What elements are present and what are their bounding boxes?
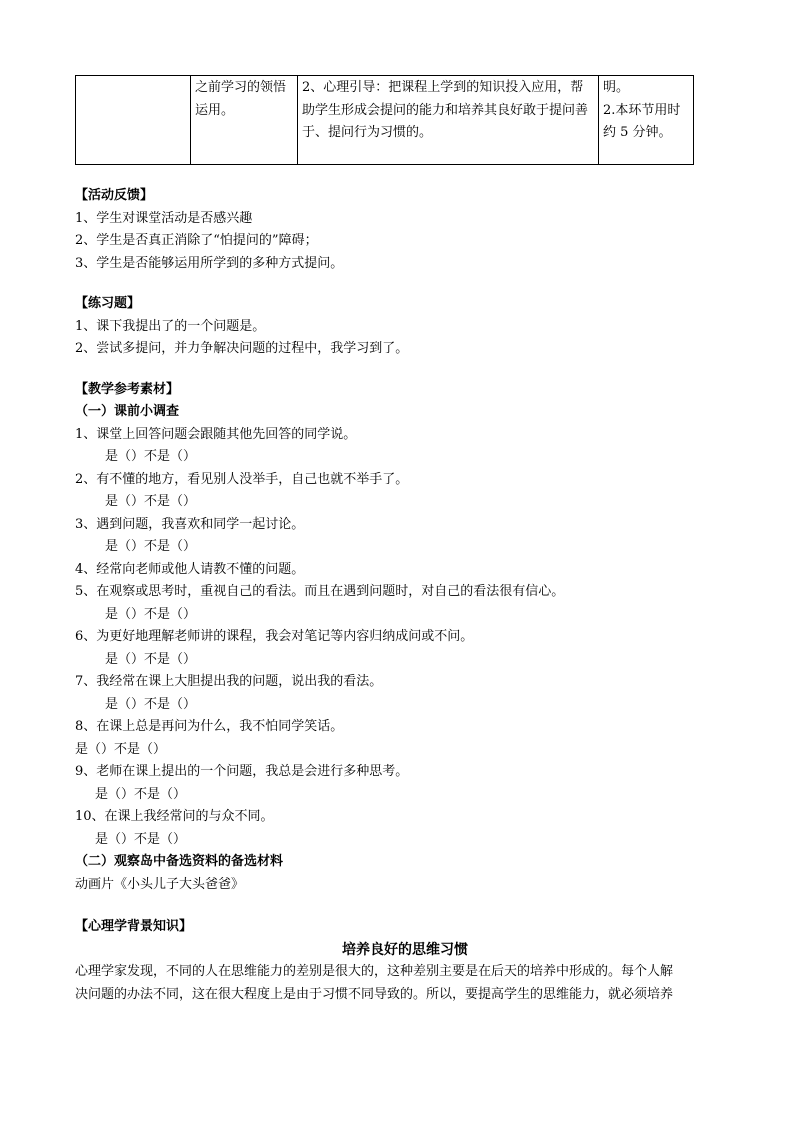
survey-question: 4、经常向老师或他人请教不懂的问题。	[75, 561, 305, 577]
survey-answer: 是（）不是（）	[95, 831, 187, 847]
list-item: 3、学生是否能够运用所学到的多种方式提问。	[75, 255, 344, 271]
survey-question: 7、我经常在课上大胆提出我的问题，说出我的看法。	[75, 674, 383, 689]
survey-answer: 是（）不是（）	[105, 651, 197, 667]
list-item: 2、尝试多提问，并力争解决问题的过程中，我学习到了。	[75, 341, 409, 356]
survey-answer: 是（）不是（）	[105, 494, 197, 509]
survey-answer: 是（）不是（）	[105, 539, 197, 554]
survey-question: 9、老师在课上提出的一个问题，我总是会进行多种思考。	[75, 764, 409, 779]
exercise-heading: 【练习题】	[75, 296, 141, 311]
material-heading: 【教学参考素材】	[75, 381, 180, 397]
table-cell-note	[599, 76, 694, 165]
survey-answer: 是（）不是（）	[95, 786, 187, 802]
note-line-2: 2.本环节用时约 5 分钟。	[603, 102, 681, 140]
table-row	[76, 76, 694, 165]
survey-question: 1、课堂上回答问题会跟随其他先回答的同学说。	[75, 426, 357, 442]
survey-answer: 是（）不是（）	[105, 449, 197, 464]
survey-answer: 是（）不是（）	[75, 741, 167, 757]
material-subheading-2: （二）观察岛中备选资料的备选材料	[75, 854, 284, 869]
table-cell-goal: 之前学习的领悟运用。	[191, 76, 298, 165]
note-line-1: 明。	[603, 80, 630, 95]
section-title: 培养良好的思维习惯	[342, 941, 468, 958]
document-page	[75, 75, 735, 1006]
list-item: 1、学生对课堂活动是否感兴趣	[75, 210, 253, 226]
paragraph-line: 心理学家发现，不同的人在思维能力的差别是很大的，这种差别主要是在后天的培养中形成的。每个人解	[75, 964, 674, 979]
survey-question: 2、有不懂的地方，看见别人没举手，自己也就不举手了。	[75, 471, 409, 487]
survey-question: 8、在课上总是再问为什么，我不怕同学笑话。	[75, 719, 344, 734]
survey-answer: 是（）不是（）	[105, 606, 197, 622]
material-item: 动画片《小头儿子大头爸爸》	[75, 876, 245, 892]
survey-question: 5、在观察或思考时，重视自己的看法。而且在遇到问题时，对自己的看法很有信心。	[75, 584, 565, 599]
activity-table	[75, 75, 694, 165]
paragraph-line: 决问题的办法不同，这在很大程度上是由于习惯不同导致的。所以，要提高学生的思维能力，就必须培养	[75, 986, 674, 1002]
survey-question: 6、为更好地理解老师讲的课程，我会对笔记等内容归纳成问或不问。	[75, 629, 474, 644]
psych-heading: 【心理学背景知识】	[75, 919, 193, 934]
survey-question: 3、遇到问题，我喜欢和同学一起讨论。	[75, 516, 305, 532]
table-cell-guidance: 2、心理引导：把课程上学到的知识投入应用，帮助学生形成会提问的能力和培养其良好敢于提问善于、提问行为习惯的。	[298, 76, 599, 165]
survey-question: 10、在课上我经常问的与众不同。	[75, 809, 274, 824]
table-cell-blank	[76, 76, 191, 165]
list-item: 2、学生是否真正消除了“怕提问的”障碍；	[75, 233, 318, 248]
survey-subheading: （一）课前小调查	[75, 404, 180, 419]
list-item: 1、课下我提出了的一个问题是。	[75, 318, 266, 334]
survey-answer: 是（）不是（）	[105, 696, 197, 712]
feedback-heading: 【活动反馈】	[75, 188, 154, 203]
